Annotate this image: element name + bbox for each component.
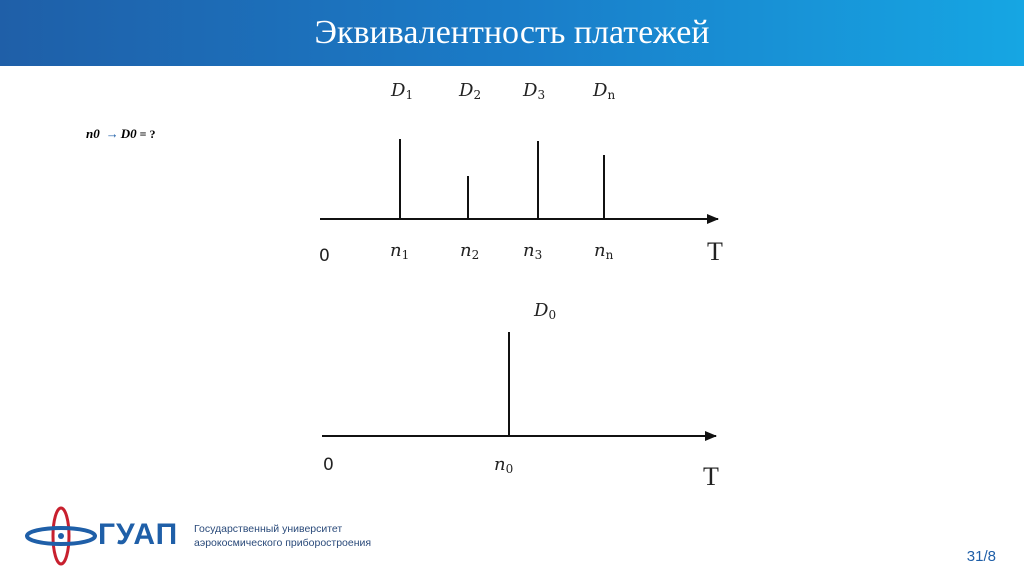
time-label-0: $n_0$	[494, 454, 514, 476]
time-label-n: $n_n$	[594, 240, 614, 262]
payment-label-1: $D_1$	[391, 80, 414, 102]
bottom-origin-label: 0	[323, 455, 334, 475]
guap-emblem-icon	[24, 505, 98, 567]
payment-label-0: $D_0$	[534, 300, 557, 322]
top-axis-label: T	[707, 237, 723, 266]
formula-d: D0	[120, 126, 137, 141]
time-label-1: $n_1$	[390, 240, 410, 262]
time-label-2: $n_2$	[460, 240, 480, 262]
logo-wordmark: ГУАП	[98, 518, 179, 551]
formula-n: n0	[86, 126, 100, 141]
formula-rest: = ?	[136, 127, 156, 141]
slide-title: Эквивалентность платежей	[314, 14, 710, 51]
payment-label-3: $D_3$	[523, 80, 546, 102]
bottom-axis-label: T	[703, 462, 719, 491]
university-name-line2: аэрокосмического приборостроения	[194, 537, 372, 549]
top-origin-label: 0	[319, 246, 330, 266]
arrow-icon: →	[105, 126, 119, 141]
payment-label-2: $D_2$	[459, 80, 482, 102]
time-label-3: $n_3$	[523, 240, 543, 262]
page-number: 31/8	[966, 548, 996, 565]
university-name-line1: Государственный университет	[194, 523, 343, 535]
payment-label-n: $D_n$	[593, 80, 616, 102]
